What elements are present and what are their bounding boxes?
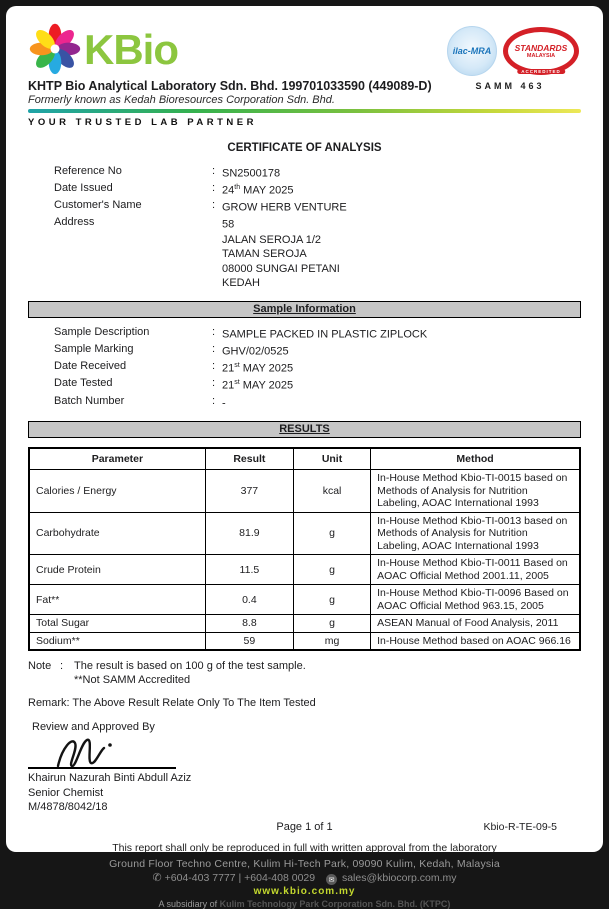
field-date-tested: Date Tested : 21st MAY 2025: [54, 377, 294, 393]
parent-company-name: Kulim Technology Park Corporation Sdn. Bhd. (KTPC): [219, 899, 451, 909]
address-line: KEDAH: [222, 277, 260, 290]
note-text: The result is based on 100 g of the test sample.: [74, 660, 306, 673]
note: Note : The result is based on 100 g of the test sample. **Not SAMM Accredited: [28, 659, 581, 687]
gradient-divider: [28, 109, 581, 113]
cell-result: 8.8: [205, 615, 293, 633]
cell-unit: mg: [293, 632, 370, 650]
certificate-info: [54, 164, 581, 291]
pagination-row: [28, 821, 581, 833]
certificate-page: [6, 6, 603, 909]
remark-label: Remark:: [28, 697, 70, 710]
cell-result: 0.4: [205, 585, 293, 615]
cell-result: 377: [205, 470, 293, 513]
cell-parameter: Total Sugar: [29, 615, 205, 633]
former-company-name: Formerly known as Kedah Bioresources Corporation Sdn. Bhd.: [28, 94, 335, 106]
page-title: CERTIFICATE OF ANALYSIS: [227, 142, 382, 154]
section-header-sample-information: Sample Information: [28, 301, 581, 318]
cell-unit: g: [293, 585, 370, 615]
signature-icon: [50, 733, 581, 771]
approval-heading: Review and Approved By: [32, 721, 155, 734]
cell-method: In-House Method based on AOAC 966.16: [371, 632, 580, 650]
field-date-received: Date Received : 21st MAY 2025: [54, 360, 294, 375]
remark-text: The Above Result Relate Only To The Item Tested: [72, 697, 316, 710]
sample-info: [54, 325, 581, 411]
cell-unit: g: [293, 555, 370, 585]
table-row: [29, 512, 580, 555]
standards-malaysia-badge-icon: STANDARDS MALAYSIA ACCREDITED: [503, 27, 579, 75]
section-header-results: RESULTS: [28, 421, 581, 438]
field-sample-description: Sample Description : SAMPLE PACKED IN PLASTIC ZIPLOCK: [54, 325, 428, 341]
field-batch-number: Batch Number : -: [54, 394, 226, 410]
remark: [28, 697, 581, 709]
samm-number: SAMM 463: [475, 81, 545, 91]
address-line: JALAN SEROJA 1/2: [222, 233, 322, 246]
cell-result: 11.5: [205, 555, 293, 585]
approver-name: Khairun Nazurah Binti Abdull Aziz: [28, 772, 192, 785]
website-link: www.kbio.com.my: [253, 886, 356, 898]
cell-method: In-House Method Kbio-TI-0011 Based on AOAC Official Method 2001.11, 2005: [371, 555, 580, 585]
approver-position: Senior Chemist: [28, 786, 104, 799]
note-accreditation-text: **Not SAMM Accredited: [74, 674, 191, 687]
contact-row: [28, 871, 581, 886]
address-line: 08000 SUNGAI PETANI: [222, 262, 340, 275]
ilac-mra-badge-icon: ilac-MRA: [447, 26, 497, 76]
field-address: Address 58: [54, 216, 235, 232]
subsidiary-note: A subsidiary of Kulim Technology Park Corporation Sdn. Bhd. (KTPC): [158, 899, 451, 909]
results-header-row: [29, 448, 580, 470]
table-row: [29, 555, 580, 585]
cell-method: In-House Method Kbio-TI-0096 Based on AOAC Official Method 963.15, 2005: [371, 585, 580, 615]
field-customer-name: Customer's Name : GROW HERB VENTURE: [54, 199, 347, 214]
note-label: Note: [28, 660, 52, 673]
phone-icon: ✆: [152, 871, 162, 884]
field-sample-marking: Sample Marking : GHV/02/0525: [54, 342, 289, 358]
results-table: [28, 447, 581, 652]
cell-parameter: Crude Protein: [29, 555, 205, 585]
company-name: KHTP Bio Analytical Laboratory Sdn. Bhd. 199701033590 (449089-D): [28, 79, 432, 93]
table-row: [29, 632, 580, 650]
field-date-issued: Date Issued : 24th MAY 2025: [54, 182, 294, 197]
table-row: [29, 470, 580, 513]
column-header-unit: Unit: [293, 448, 370, 470]
cell-method: ASEAN Manual of Food Analysis, 2011: [371, 615, 580, 633]
field-reference-no: Reference No : SN2500178: [54, 165, 281, 180]
accreditation-badges: [441, 26, 579, 91]
column-header-method: Method: [371, 448, 580, 470]
cell-parameter: Fat**: [29, 585, 205, 615]
flower-logo-icon: [28, 21, 82, 80]
header: [28, 22, 581, 128]
cell-parameter: Sodium**: [29, 632, 205, 650]
column-header-result: Result: [205, 448, 293, 470]
cell-unit: g: [293, 512, 370, 555]
lab-address: Ground Floor Techno Centre, Kulim Hi-Tech Park, 09090 Kulim, Kedah, Malaysia: [109, 857, 500, 870]
cell-method: In-House Method Kbio-TI-0013 based on Methods of Analysis for Nutrition Labeling, AOAC International 1993: [371, 512, 580, 555]
logo-wordmark: KBio: [84, 26, 178, 73]
approver-info: [28, 771, 581, 815]
cell-unit: kcal: [293, 470, 370, 513]
tagline: YOUR TRUSTED LAB PARTNER: [28, 117, 257, 128]
column-header-parameter: Parameter: [29, 448, 205, 470]
cell-unit: g: [293, 615, 370, 633]
approver-reg-no: M/4878/8042/18: [28, 801, 108, 814]
table-row: [29, 585, 580, 615]
email-icon: ✉: [326, 874, 337, 885]
cell-parameter: Calories / Energy: [29, 470, 205, 513]
cell-method: In-House Method Kbio-TI-0015 based on Methods of Analysis for Nutrition Labeling, AOAC International 1993: [371, 470, 580, 513]
cell-parameter: Carbohydrate: [29, 512, 205, 555]
address-line: TAMAN SEROJA: [222, 248, 307, 261]
document-code: Kbio-R-TE-09-5: [483, 820, 557, 833]
cell-result: 81.9: [205, 512, 293, 555]
phone-numbers: +604-403 7777 | +604-408 0029: [164, 871, 316, 884]
page-number: Page 1 of 1: [276, 820, 333, 833]
email-address: sales@kbiocorp.com.my: [341, 871, 457, 884]
table-row: [29, 615, 580, 633]
cell-result: 59: [205, 632, 293, 650]
reproduction-note: This report shall only be reproduced in full with written approval from the laboratory: [112, 841, 497, 854]
